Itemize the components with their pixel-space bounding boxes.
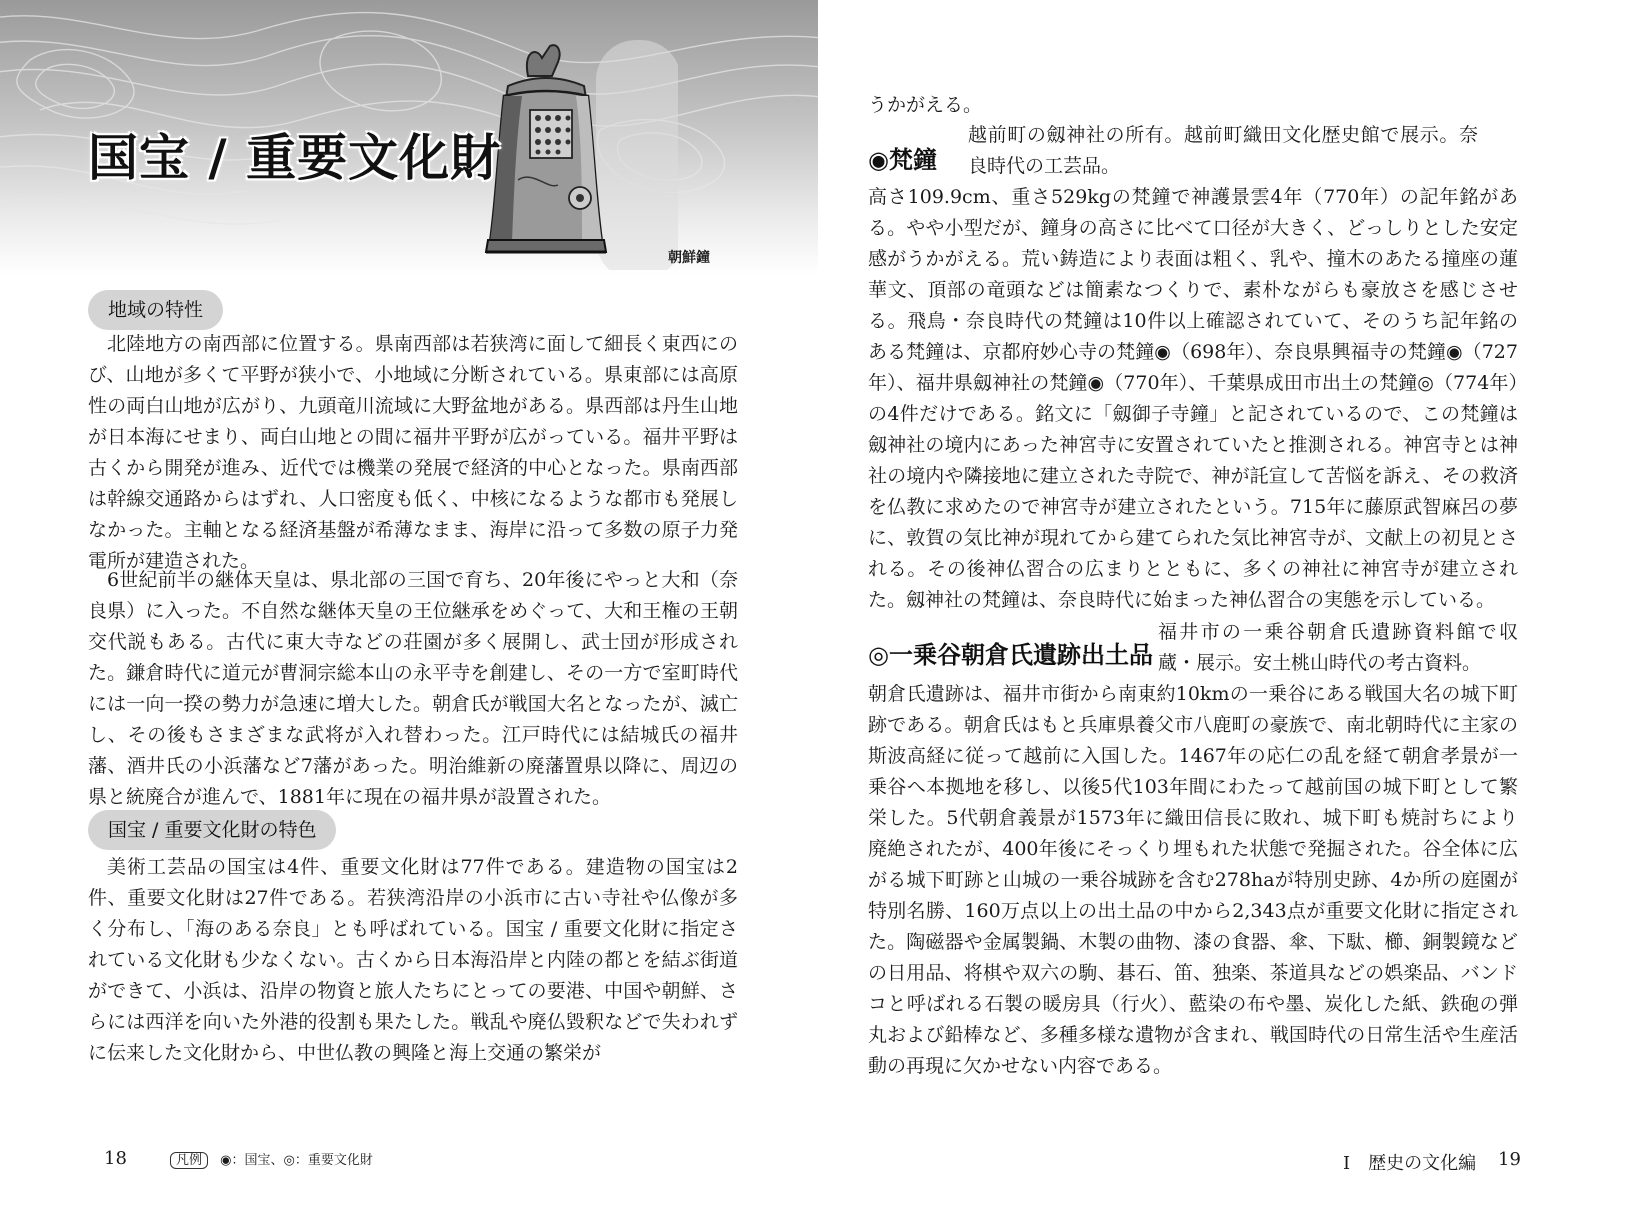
korean-bell-illustration bbox=[478, 40, 678, 270]
section-heading-features: 国宝 / 重要文化財の特色 bbox=[88, 810, 336, 850]
item-intro-ichijodani: 福井市の一乗谷朝倉氏遺跡資料館で収蔵・展示。安土桃山時代の考古資料。 bbox=[1158, 621, 1518, 674]
legend bbox=[170, 1149, 373, 1168]
item-title-bonsho: ◉梵鐘 bbox=[868, 146, 937, 174]
item-intro-bonsho: 越前町の劔神社の所有。越前町織田文化歴史館で展示。奈良時代の工芸品。 bbox=[968, 124, 1478, 177]
legend-box: 凡例 bbox=[170, 1152, 208, 1169]
right-page bbox=[818, 0, 1636, 1213]
page-number-right: 19 bbox=[1498, 1149, 1521, 1170]
item-text-bonsho: 高さ109.9cm、重さ529kgの梵鐘で神護景雲4年（770年）の記年銘がある。やや小型だが、鐘身の高さに比べて口径が大きく、どっしりとした安定感がうかがえる。荒い鋳造により表面は粗く、乳や、撞木のあたる撞座の蓮華文、頂部の竜頭などは簡素なつくりで、素朴ながらも豪放さを感じさせる。飛鳥・奈良時代の梵鐘は10件以上確認されていて、そのうち記年銘のある梵鐘は、京都府妙心寺の梵鐘◉（698年）、奈良県興福寺の梵鐘◉（727年）、福井県劔神社の梵鐘◉（770年）、千葉県成田市出土の梵鐘◎（774年）の4件だけである。銘文に「劔御子寺鐘」と記されているので、この梵鐘は劔神社の境内にあった神宮寺に安置されていたと推測される。神宮寺とは神社の境内や隣接地に建立された寺院で、神が託宣して苦悩を訴え、その救済を仏教に求めたので神宮寺が建立されたという。715年に藤原武智麻呂の夢に、敦賀の気比神が現れてから建てられた気比神宮寺が、文献上の初見とされる。その後神仏習合の広まりとともに、多くの神社に神宮寺が建立された。劔神社の梵鐘は、奈良時代に始まった神仏習合の実態を示している。 bbox=[868, 186, 1518, 611]
continuation-text: うかがえる。 bbox=[868, 94, 983, 116]
page-number-left: 18 bbox=[104, 1148, 127, 1169]
page-title: 国宝 / 重要文化財 bbox=[88, 129, 502, 187]
item-title-ichijodani: ◎一乗谷朝倉氏遺跡出土品 bbox=[868, 641, 1153, 669]
title-header-banner bbox=[0, 0, 818, 275]
item-text-ichijodani: 朝倉氏遺跡は、福井市街から南東約10kmの一乗谷にある戦国大名の城下町跡である。朝倉氏はもと兵庫県養父市八鹿町の豪族で、南北朝時代に主家の斯波高経に従って越前に入国した。1467年の応仁の乱を経て朝倉孝景が一乗谷へ本拠地を移し、以後5代103年間にわたって越前国の城下町として繁栄した。5代朝倉義景が1573年に織田信長に敗れ、城下町も焼討ちにより廃絶されたが、400年後にそっくり埋もれた状態で発掘された。谷全体に広がる城下町跡と山城の一乗谷城跡を含む278haが特別史跡、4か所の庭園が特別名勝、160万点以上の出土品の中から2,343点が重要文化財に指定された。陶磁器や金属製鍋、木製の曲物、漆の食器、傘、下駄、櫛、銅製鏡などの日用品、将棋や双六の駒、碁石、笛、独楽、茶道具などの娯楽品、バンドコと呼ばれる石製の暖房具（行火）、藍染の布や墨、炭化した紙、鉄砲の弾丸および鉛棒など、多種多様な遺物が含まれ、戦国時代の日常生活や生産活動の再現に欠かせない内容である。 bbox=[868, 683, 1518, 1077]
image-caption: 朝鮮鐘 bbox=[668, 250, 710, 266]
paragraph-features: 美術工芸品の国宝は4件、重要文化財は77件である。建造物の国宝は2件、重要文化財は27件である。若狭湾沿岸の小浜市に古い寺社や仏像が多く分布し、「海のある奈良」とも呼ばれている。国宝 / 重要文化財に指定されている文化財も少なくない。古くから日本海沿岸と内陸の都とを結ぶ街道ができて、小浜は、沿岸の物資と旅人たちにとっての要港、中国や朝鮮、さらには西洋を向いた外港的役割も果たした。戦乱や廃仏毀釈などで失われずに伝来した文化財から、中世仏教の興隆と海上交通の繁栄が bbox=[88, 856, 738, 1064]
paragraph-regional-geography: 北陸地方の南西部に位置する。県南西部は若狭湾に面して細長く東西にのび、山地が多くて平野が狭小で、小地域に分断されている。県東部には高原性の両白山地が広がり、九頭竜川流域に大野盆地がある。県西部は丹生山地が日本海にせまり、両白山地との間に福井平野が広がっている。福井平野は古くから開発が進み、近代では機業の発展で経済的中心となった。県南西部は幹線交通路からはずれ、人口密度も低く、中核になるような都市も発展しなかった。主軸となる経済基盤が希薄なまま、海岸に沿って多数の原子力発電所が建造された。 bbox=[88, 333, 738, 572]
footer-section-name: Ⅰ 歴史の文化編 bbox=[1343, 1153, 1477, 1174]
section-heading-regional: 地域の特性 bbox=[88, 290, 223, 330]
legend-text: ◉：国宝、◎：重要文化財 bbox=[220, 1153, 373, 1168]
paragraph-regional-history: 6世紀前半の継体天皇は、県北部の三国で育ち、20年後にやっと大和（奈良県）に入った。不自然な継体天皇の王位継承をめぐって、大和王権の王朝交代説もある。古代に東大寺などの荘園が多く展開し、武士団が形成された。鎌倉時代に道元が曹洞宗総本山の永平寺を創建し、その一方で室町時代には一向一揆の勢力が急速に増大した。朝倉氏が戦国大名となったが、滅亡し、その後もさまざまな武将が入れ替わった。江戸時代には結城氏の福井藩、酒井氏の小浜藩など7藩があった。明治維新の廃藩置県以降に、周辺の県と統廃合が進んで、1881年に現在の福井県が設置された。 bbox=[88, 569, 738, 808]
